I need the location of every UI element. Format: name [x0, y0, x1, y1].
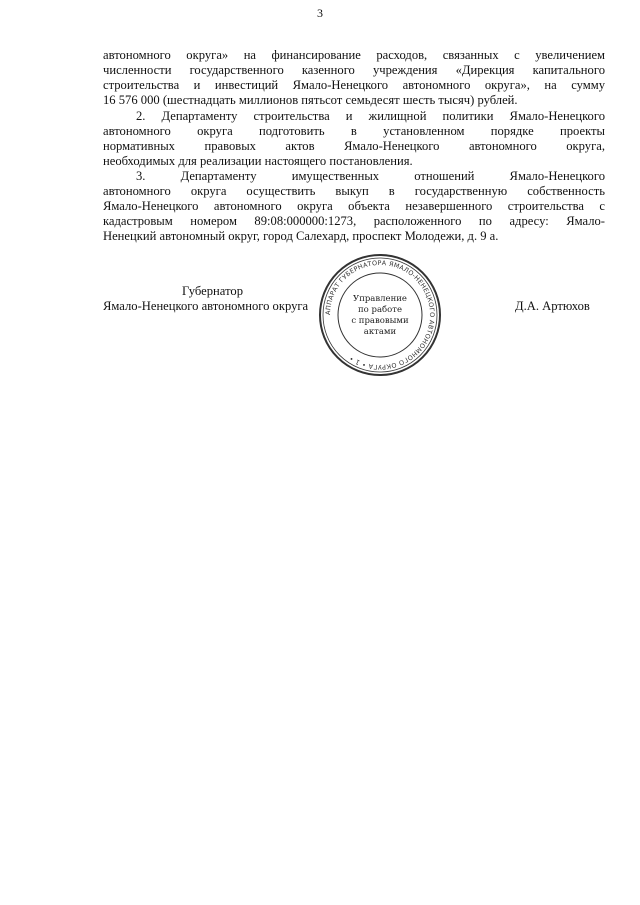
text-line: необходимых для реализации настоящего постановления.: [103, 154, 413, 168]
signature-name: Д.А. Артюхов: [515, 299, 590, 313]
text-line: автономного округа подготовить в установленном порядке проекты: [103, 124, 605, 138]
stamp-inner-line: Управление: [353, 294, 407, 304]
signature-title-line1: Губернатор: [182, 284, 243, 298]
text-line: 2. Департаменту строительства и жилищной политики Ямало-Ненецкого: [136, 109, 605, 123]
text-line: 3. Департаменту имущественных отношений Ямало-Ненецкого: [136, 169, 605, 183]
text-line: автономного округа» на финансирование расходов, связанных с увеличением: [103, 48, 605, 62]
stamp-inner-line: с правовыми: [351, 316, 409, 326]
text-line: численности государственного казенного учреждения «Дирекция капитального: [103, 63, 605, 77]
signature-title-line2: Ямало-Ненецкого автономного округа: [103, 299, 309, 313]
stamp-seal-icon: [317, 252, 443, 378]
stamp-inner-line: по работе: [358, 305, 402, 315]
text-line: Ненецкий автономный округ, город Салехард, проспект Молодежи, д. 9 а.: [103, 229, 499, 243]
text-line: автономного округа осуществить выкуп в государственную собственность: [103, 184, 605, 198]
text-line: строительства и инвестиций Ямало-Ненецкого автономного округа», на сумму: [103, 78, 605, 92]
text-line: 16 576 000 (шестнадцать миллионов пятьсот семьдесят шесть тысяч) рублей.: [103, 93, 518, 107]
text-line: кадастровым номером 89:08:000000:1273, расположенного по адресу: Ямало-: [103, 214, 605, 228]
stamp-inner-line: актами: [363, 327, 397, 337]
text-line: нормативных правовых актов Ямало-Ненецкого автономного округа,: [103, 139, 605, 153]
page-number: 3: [317, 6, 323, 20]
official-stamp: [317, 252, 443, 378]
stamp-outer-text: АППАРАТ ГУБЕРНАТОРА ЯМАЛО-НЕНЕЦКОГО АВТОНОМНОГО ОКРУГА • 1 •: [323, 258, 437, 372]
text-line: Ямало-Ненецкого автономного округа объекта незавершенного строительства с: [103, 199, 605, 213]
